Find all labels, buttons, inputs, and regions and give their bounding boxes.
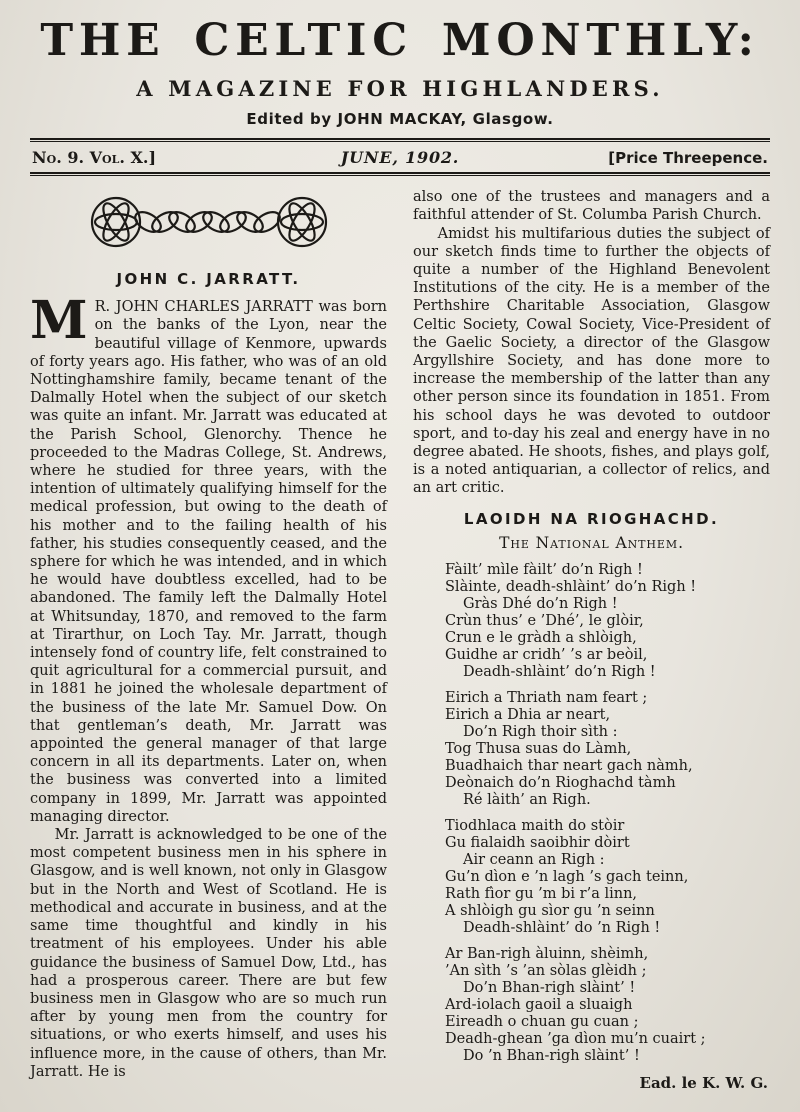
poem-line: Air ceann an Righ :	[463, 851, 605, 868]
poem-title: LAOIDH NA RIOGHACHD.	[463, 509, 720, 528]
poem-line: Crun e le gràdh a shlòigh,	[445, 629, 637, 646]
left-column	[30, 188, 387, 1091]
poem-line: Crùn thus’ e ’Dhé’, le glòir,	[445, 612, 644, 629]
poem-line: A shlòigh gu sìor gu ’n seinn	[445, 902, 655, 919]
poem-line: Guidhe ar cridh’ ’s ar beòil,	[445, 646, 648, 663]
poem-stanza	[445, 690, 770, 809]
article-paragraph-4: Amidst his multifarious duties the subject of our sketch finds time to further the objects of quite a number of the Highland Benevolent Institutions of the city. He is a member of the Perthshire Charitable Association, Glasgow Celtic Society, Cowal Society, Vice-President of the Gaelic Society, a director of the Glasgow Argyllshire Society, and has done more to increase the membership of the latter than any other person since its foundation in 1851. From his school days he was devoted to outdoor sport, and to-day his zeal and energy have in no degree abated. He shoots, fishes, and plays golf, is a noted antiquarian, a collector of relics, and an art critic.	[413, 225, 770, 497]
poem-line: Deadh-shlàint’ do’n Righ !	[463, 663, 656, 680]
poem-line: Eireadh o chuan gu cuan ;	[445, 1013, 639, 1030]
poem-line: Do’n Righ thoir sìth :	[463, 723, 618, 740]
poem-line: Do’n Bhan-righ slàint’ !	[463, 979, 636, 996]
issue-line	[30, 142, 770, 172]
article-title: JOHN C. JARRATT.	[116, 270, 301, 289]
poem-stanza	[445, 818, 770, 937]
poem-body	[445, 562, 770, 1065]
poem-line: Deadh-ghean ’ga dìon mu’n cuairt ;	[445, 1030, 706, 1047]
poem-line: Tiodhlaca maith do stòir	[445, 817, 625, 834]
issue-number: No. 9. Vol. X.]	[32, 148, 157, 168]
poem-line: Gu’n dìon e ’n lagh ’s gach teinn,	[445, 868, 689, 885]
magazine-title: THE CELTIC MONTHLY:	[40, 15, 760, 66]
poem-line: Slàinte, deadh-shlàint’ do’n Righ !	[445, 578, 697, 595]
poem-line: Ard-iolach gaoil a sluaigh	[445, 996, 633, 1013]
poem-line: Buadhaich thar neart gach nàmh,	[445, 757, 693, 774]
poem-line: Gu fialaidh saoibhir dòirt	[445, 834, 630, 851]
editor-line: Edited by JOHN MACKAY, Glasgow.	[246, 110, 554, 129]
poem-subtitle: The National Anthem.	[499, 533, 684, 552]
poem-line: Ar Ban-righ àluinn, shèimh,	[445, 945, 649, 962]
issue-price: [Price Threepence.	[608, 149, 768, 168]
poem-line: ’An sìth ’s ’an sòlas glèidh ;	[445, 962, 647, 979]
poem-line: Rath fìor gu ’m bi r’a linn,	[445, 885, 638, 902]
poem-line: Eirich a Dhia ar neart,	[445, 706, 611, 723]
poem-line: Tog Thusa suas do Làmh,	[445, 740, 632, 757]
masthead	[30, 15, 770, 129]
poem-line: Deadh-shlàint’ do ’n Righ !	[463, 919, 661, 936]
article-paragraph-1	[30, 290, 387, 826]
ornament-wrap	[30, 190, 387, 258]
celtic-knot-ornament	[84, 190, 334, 254]
rule-bottom	[30, 172, 770, 176]
issue-date: JUNE, 1902.	[340, 148, 460, 168]
poem-stanza	[445, 562, 770, 681]
poem-line: Fàilt’ mìle fàilt’ do’n Righ !	[445, 561, 643, 578]
drop-cap: M	[30, 290, 88, 352]
right-column	[413, 188, 770, 1091]
poem-line: Do ’n Bhan-righ slàint’ !	[463, 1047, 640, 1064]
poem-signature: Ead. le K. W. G.	[639, 1073, 768, 1092]
poem-line: Gràs Dhé do’n Righ !	[463, 595, 618, 612]
poem-stanza	[445, 946, 770, 1065]
article-paragraph-1-text: R. JOHN CHARLES JARRATT was born on the banks of the Lyon, near the beautiful village of Kenmore, upwards of forty years ago. His father, who was of an old Nottinghamshire family, became tenant of the Dalmally Hotel when the subject of our sketch was quite an infant. Mr. Jarratt was educated at the Parish School, Glenorchy. Thence he proceeded to the Madras College, St. Andrews, where he studied for three years, with the intention of ultimately qualifying himself for the medical profession, but owing to the death of his mother and to the failing health of his father, his studies consequently ceased, and the sphere for which he was intended, and in which he would have doubtless excelled, had to be abandoned. The family left the Dalmally Hotel at Whitsunday, 1870, and removed to the farm at Tirarthur, on Loch Tay. Mr. Jarratt, though intensely fond of country life, felt constrained to quit agricultural for a commercial pursuit, and in 1881 he joined the wholesale department of the business of the late Mr. Samuel Dow. On that gentleman’s death, Mr. Jarratt was appointed the general manager of that large concern in all its departments. Later on, when the business was converted into a limited company in 1899, Mr. Jarratt was appointed managing director.	[30, 299, 387, 825]
article-paragraph-3: also one of the trustees and managers and a faithful attender of St. Columba Parish Church.	[413, 189, 770, 224]
poem-line: Ré làith’ an Righ.	[463, 791, 591, 808]
article-paragraph-2: Mr. Jarratt is acknowledged to be one of the most competent business men in his sphere in Glasgow, and is well known, not only in Glasgow but in the North and West of Scotland. He is methodical and accurate in business, and at the same time thoughtful and kindly in his treatment of his employees. Under his able guidance the business of Samuel Dow, Ltd., has had a prosperous career. There are but few business men in Glasgow who are so much run after by young men from the country for situations, or who exerts himself, and uses his influence more, in the cause of others, than Mr. Jarratt. He is	[30, 827, 387, 1080]
magazine-subtitle: A MAGAZINE FOR HIGHLANDERS.	[136, 76, 664, 102]
two-column-body	[30, 188, 770, 1091]
poem-line: Deònaich do’n Rioghachd tàmh	[445, 774, 676, 791]
poem-line: Eirich a Thriath nam feart ;	[445, 689, 648, 706]
